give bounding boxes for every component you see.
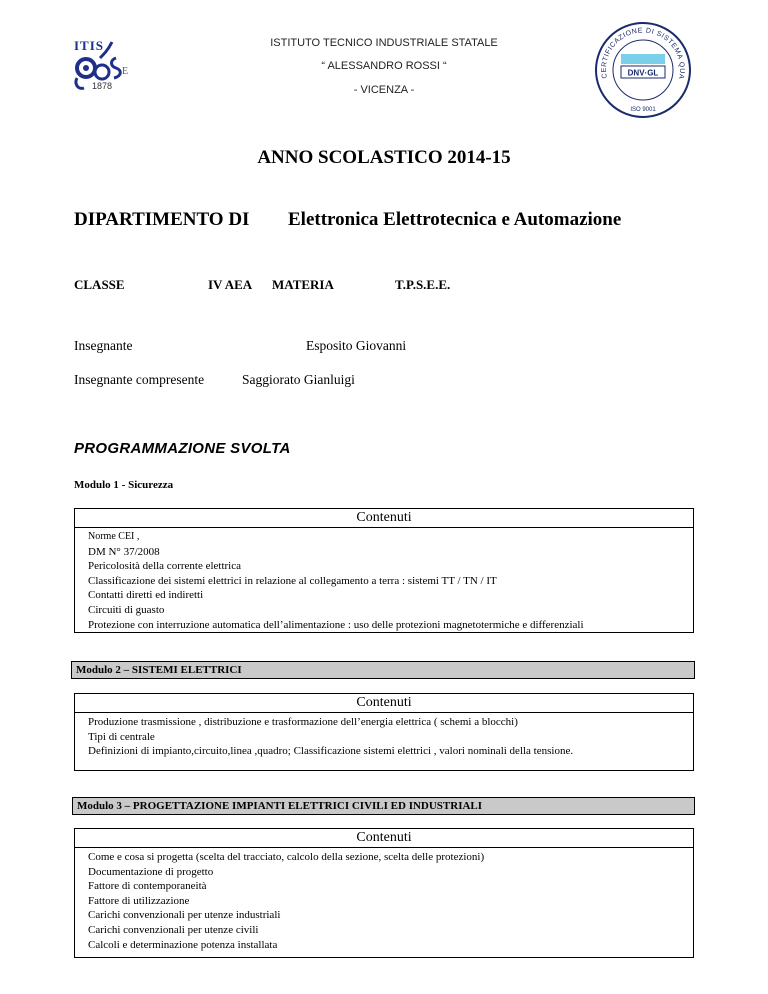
materia-value: T.P.S.E.E. <box>395 277 451 292</box>
list-item: Pericolosità della corrente elettrica <box>88 560 242 573</box>
department-label: DIPARTIMENTO DI <box>74 209 250 230</box>
list-item: Fattore di utilizzazione <box>88 894 190 907</box>
co-teacher-name: Saggiorato Gianluigi <box>242 372 355 387</box>
classe-value: IV AEA <box>208 277 253 292</box>
classe-label: CLASSE <box>74 277 125 292</box>
list-item: Fattore di contemporaneità <box>88 880 207 893</box>
materia-label: MATERIA <box>272 277 334 292</box>
svg-text:E: E <box>122 66 129 77</box>
teacher-label: Insegnante <box>74 338 133 353</box>
module-1-contents-header: Contenuti <box>75 509 693 528</box>
module-2-title: Modulo 2 – SISTEMI ELETTRICI <box>71 661 695 679</box>
page-title: ANNO SCOLASTICO 2014-15 <box>257 147 511 168</box>
school-city: - VICENZA - <box>353 84 415 96</box>
section-title: PROGRAMMAZIONE SVOLTA <box>74 440 291 457</box>
list-item: Come e cosa si progetta (scelta del tracciato, calcolo della sezione, scelta delle protezioni) <box>88 851 485 863</box>
list-item: Calcoli e determinazione potenza installata <box>88 938 278 951</box>
list-item: Documentazione di progetto <box>88 865 214 878</box>
list-item: Produzione trasmissione , distribuzione e trasformazione dell’energia elettrica ( schemi a blocchi) <box>88 716 518 728</box>
list-item: DM N° 37/2008 <box>88 545 160 558</box>
list-item: Circuiti di guasto <box>88 603 165 616</box>
logo-year: 1878 <box>92 81 113 91</box>
seal-brand: DNV·GL <box>627 68 659 78</box>
list-item: Protezione con interruzione automatica dell’alimentazione : uso delle protezioni magnetotermiche e differenziali <box>88 618 584 631</box>
list-item: Norme CEI , <box>88 531 140 542</box>
school-name-person: “ ALESSANDRO ROSSI “ <box>321 60 447 72</box>
certification-seal <box>593 18 693 118</box>
logo-text: ITIS <box>74 38 105 53</box>
list-item: Definizioni di impianto,circuito,linea ,quadro; Classificazione sistemi elettrici , valori nominali della tensione. <box>88 745 574 758</box>
module-3-contents-table <box>74 828 694 958</box>
list-item: Carichi convenzionali per utenze civili <box>88 923 259 936</box>
module-1-title: Modulo 1 - Sicurezza <box>74 479 174 491</box>
list-item: Contatti diretti ed indiretti <box>88 589 204 602</box>
module-3-title: Modulo 3 – PROGETTAZIONE IMPIANTI ELETTRICI CIVILI ED INDUSTRIALI <box>72 797 695 815</box>
list-item: Carichi convenzionali per utenze industriali <box>88 909 281 922</box>
seal-ring-text: CERTIFICAZIONE DI SISTEMA QUA <box>600 27 686 80</box>
list-item: Tipi di centrale <box>88 730 155 743</box>
module-3-contents-header: Contenuti <box>75 829 693 848</box>
module-2-contents-header: Contenuti <box>75 694 693 713</box>
co-teacher-label: Insegnante compresente <box>74 372 205 387</box>
department-value: Elettronica Elettrotecnica e Automazione <box>288 209 622 230</box>
seal-standard: ISO 9001 <box>630 107 656 113</box>
module-2-contents-table <box>74 693 694 771</box>
school-name: ISTITUTO TECNICO INDUSTRIALE STATALE <box>270 37 498 49</box>
module-1-contents-table <box>74 508 694 633</box>
school-logo <box>72 38 134 96</box>
list-item: Classificazione dei sistemi elettrici in relazione al collegamento a terra : sistemi TT / TN / IT <box>88 574 497 587</box>
teacher-name: Esposito Giovanni <box>306 338 407 353</box>
